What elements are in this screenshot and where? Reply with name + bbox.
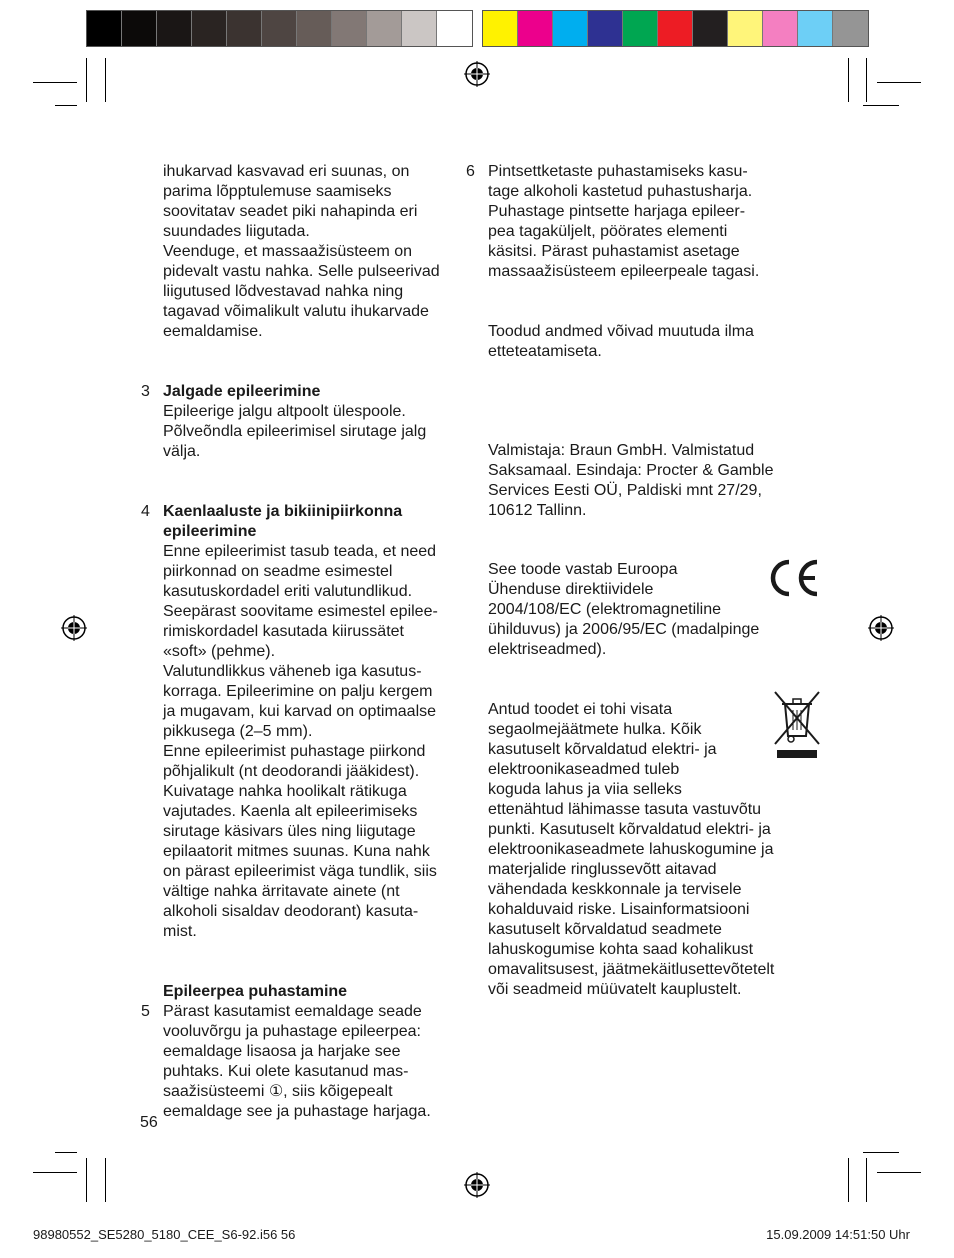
text-line: või seadmeid müüvatelt kauplustelt. (488, 981, 742, 998)
text-line: suundades liigutada. (163, 223, 310, 240)
text-line: kasutuskordadel eriti valutundlikud. (163, 583, 413, 600)
color-swatch (297, 11, 332, 46)
registration-mark-icon (60, 614, 88, 642)
color-swatch (518, 11, 553, 46)
crop-mark (55, 105, 77, 106)
text-line: etteteatamiseta. (488, 343, 602, 360)
crop-mark (877, 82, 921, 83)
notice-paragraph (488, 322, 813, 362)
color-swatch (227, 11, 262, 46)
text-line: segaolmejäätmete hulka. Kõik (488, 721, 702, 738)
text-line: See toode vastab Euroopa (488, 561, 678, 578)
text-line: massaažisüsteem epileerpeale tagasi. (488, 263, 760, 280)
left-column (141, 162, 473, 1122)
text-line: korraga. Epileerimine on palju kergem (163, 683, 433, 700)
section-heading: Jalgade epileerimine (163, 383, 321, 400)
color-swatch (483, 11, 518, 46)
color-swatch (402, 11, 437, 46)
registration-mark-icon (867, 614, 895, 642)
text-line: 2004/108/EC (elektromagnetiline (488, 601, 722, 618)
text-line: Pintsettketaste puhastamiseks kasu- (488, 163, 748, 180)
crop-mark (848, 58, 849, 102)
step-number: 4 (141, 503, 150, 520)
color-swatch (367, 11, 402, 46)
page-number: 56 (140, 1114, 158, 1131)
footer-file-info: 98980552_SE5280_5180_CEE_S6-92.i56 56 (33, 1227, 296, 1242)
color-swatch (553, 11, 588, 46)
section-heading: epileerimine (163, 523, 257, 540)
text-line: alkoholi sisaldav deodorant) kasuta- (163, 903, 419, 920)
text-line: Põlveõndla epileerimisel sirutage jalg (163, 423, 427, 440)
crop-mark (863, 105, 899, 106)
text-line: põhjalikult (nt deodorandi jääkidest). (163, 763, 420, 780)
crop-mark (848, 1158, 849, 1202)
intro-paragraph (163, 162, 473, 342)
text-line: elektroonikaseadmed tuleb (488, 761, 680, 778)
text-line: Services Eesti OÜ, Paldiski mnt 27/29, (488, 482, 762, 499)
text-line: Veenduge, et massaažisüsteem on (163, 243, 413, 260)
text-line: vajutades. Kaenla alt epileerimiseks (163, 803, 418, 820)
ce-conformity-paragraph (488, 560, 813, 660)
text-line: Puhastage pintsette harjaga epileer- (488, 203, 746, 220)
text-line: pikkusega (2–5 mm). (163, 723, 313, 740)
crop-mark (877, 1172, 921, 1173)
text-line: Valutundlikkus väheneb iga kasutus- (163, 663, 422, 680)
text-line: kasutuselt kõrvaldatud seadmete (488, 921, 722, 938)
color-swatch (693, 11, 728, 46)
text-line: Valmistaja: Braun GmbH. Valmistatud (488, 442, 755, 459)
text-line: ja mugavam, kui karvad on optimaalse (163, 703, 437, 720)
text-line: Enne epileerimist puhastage piirkond (163, 743, 426, 760)
text-line: Saksamaal. Esindaja: Procter & Gamble (488, 462, 774, 479)
text-line: vähendada keskkonnale ja tervisele (488, 881, 742, 898)
color-swatch (262, 11, 297, 46)
step-5 (141, 1002, 473, 1122)
disposal-paragraph (488, 700, 813, 1000)
text-line: Kuivatage nahka hoolikalt rätikuga (163, 783, 407, 800)
right-column (466, 162, 813, 1000)
text-line: ettenähtud lähimasse tasuta vastuvõtu (488, 801, 762, 818)
color-swatch (437, 11, 472, 46)
cleaning-heading: Epileerpea puhastamine (163, 983, 348, 1000)
text-line: pea tagaküljelt, pöörates elementi (488, 223, 728, 240)
grayscale-color-bar (86, 10, 473, 47)
crop-mark (86, 58, 87, 102)
text-line: rimiskordadel kasutada kiirussätet (163, 623, 404, 640)
text-line: punkti. Kasutuselt kõrvaldatud elektri- ja (488, 821, 771, 838)
step-number: 6 (466, 163, 475, 180)
registration-mark-icon (463, 60, 491, 88)
color-swatch (728, 11, 763, 46)
text-line: ihukarvad kasvavad eri suunas, on (163, 163, 410, 180)
step-number: 3 (141, 383, 150, 400)
text-line: elektroonikaseadmete lahuskogumine ja (488, 841, 774, 858)
text-line: parima lõpptulemuse saamiseks (163, 183, 392, 200)
step-6 (466, 162, 813, 282)
text-line: vooluvõrgu ja puhastage epileerpea: (163, 1023, 421, 1040)
section-heading: Kaenlaaluste ja bikiinipiirkonna (163, 503, 403, 520)
footer-timestamp: 15.09.2009 14:51:50 Uhr (766, 1227, 910, 1242)
crop-mark (105, 58, 106, 102)
color-swatch (157, 11, 192, 46)
text-line: materjalide ringlussevõtt aitavad (488, 861, 717, 878)
color-swatch (623, 11, 658, 46)
text-line: Seepärast soovitame esimestel epilee- (163, 603, 438, 620)
text-line: pidevalt vastu nahka. Selle pulseerivad (163, 263, 440, 280)
text-line: kasutuselt kõrvaldatud elektri- ja (488, 741, 717, 758)
text-line: «soft» (pehme). (163, 643, 276, 660)
text-line: Antud toodet ei tohi visata (488, 701, 673, 718)
text-line: liigutused lõdvestavad nahka ning (163, 283, 404, 300)
crop-mark (866, 58, 867, 102)
color-swatch (658, 11, 693, 46)
crossed-out-bin-icon (771, 690, 823, 762)
registration-mark-icon (463, 1171, 491, 1199)
manufacturer-paragraph (488, 441, 813, 521)
text-line: saažisüsteemi ①, siis kõigepealt (163, 1083, 393, 1100)
crop-mark (105, 1158, 106, 1202)
text-line: koguda lahus ja viia selleks (488, 781, 682, 798)
step-4 (141, 502, 473, 942)
color-swatch (833, 11, 868, 46)
text-line: tage alkoholi kastetud puhastusharja. (488, 183, 753, 200)
text-line: Epileerige jalgu altpoolt ülespoole. (163, 403, 406, 420)
text-line: eemaldage lisaosa ja harjake see (163, 1043, 401, 1060)
cmyk-color-bar (482, 10, 869, 47)
crop-mark (86, 1158, 87, 1202)
text-line: ühilduvus) ja 2006/95/EC (madalpinge (488, 621, 760, 638)
color-swatch (332, 11, 367, 46)
text-line: Pärast kasutamist eemaldage seade (163, 1003, 422, 1020)
color-swatch (192, 11, 227, 46)
text-line: käsitsi. Pärast puhastamist asetage (488, 243, 740, 260)
text-line: välja. (163, 443, 201, 460)
text-line: on pärast epileerimist väga tundlik, siis (163, 863, 437, 880)
color-swatch (588, 11, 623, 46)
step-number: 5 (141, 1003, 150, 1020)
text-line: Enne epileerimist tasub teada, et need (163, 543, 437, 560)
text-line: Ühenduse direktiividele (488, 581, 654, 598)
text-line: tagavad võimalikult valutu ihukarvade (163, 303, 429, 320)
crop-mark (863, 1152, 899, 1153)
text-line: omavalitsusest, jäätmekäitlusettevõtetelt (488, 961, 775, 978)
color-swatch (798, 11, 833, 46)
text-line: 10612 Tallinn. (488, 502, 587, 519)
text-line: epilaatorit mitmes suunas. Kuna nahk (163, 843, 430, 860)
step-3 (141, 382, 473, 462)
text-line: vältige nahka ärritavate ainete (nt (163, 883, 400, 900)
text-line: kohalduvaid riske. Lisainformatsiooni (488, 901, 750, 918)
text-line: lahuskogumise kohta saad kohalikust (488, 941, 754, 958)
crop-mark (33, 1172, 77, 1173)
text-line: elektriseadmed). (488, 641, 607, 658)
text-line: piirkonnad on seadme esimestel (163, 563, 393, 580)
ce-mark-icon (765, 556, 821, 600)
color-swatch (763, 11, 798, 46)
text-line: puhtaks. Kui olete kasutanud mas- (163, 1063, 409, 1080)
text-line: sirutage käsivars üles ning liigutage (163, 823, 416, 840)
text-line: eemaldage see ja puhastage harjaga. (163, 1103, 431, 1120)
color-swatch (122, 11, 157, 46)
text-line: eemaldamise. (163, 323, 263, 340)
text-line: soovitatav seadet piki nahapinda eri (163, 203, 418, 220)
text-line: Toodud andmed võivad muutuda ilma (488, 323, 754, 340)
crop-mark (866, 1158, 867, 1202)
text-line: mist. (163, 923, 197, 940)
color-swatch (87, 11, 122, 46)
crop-mark (33, 82, 77, 83)
crop-mark (55, 1152, 77, 1153)
